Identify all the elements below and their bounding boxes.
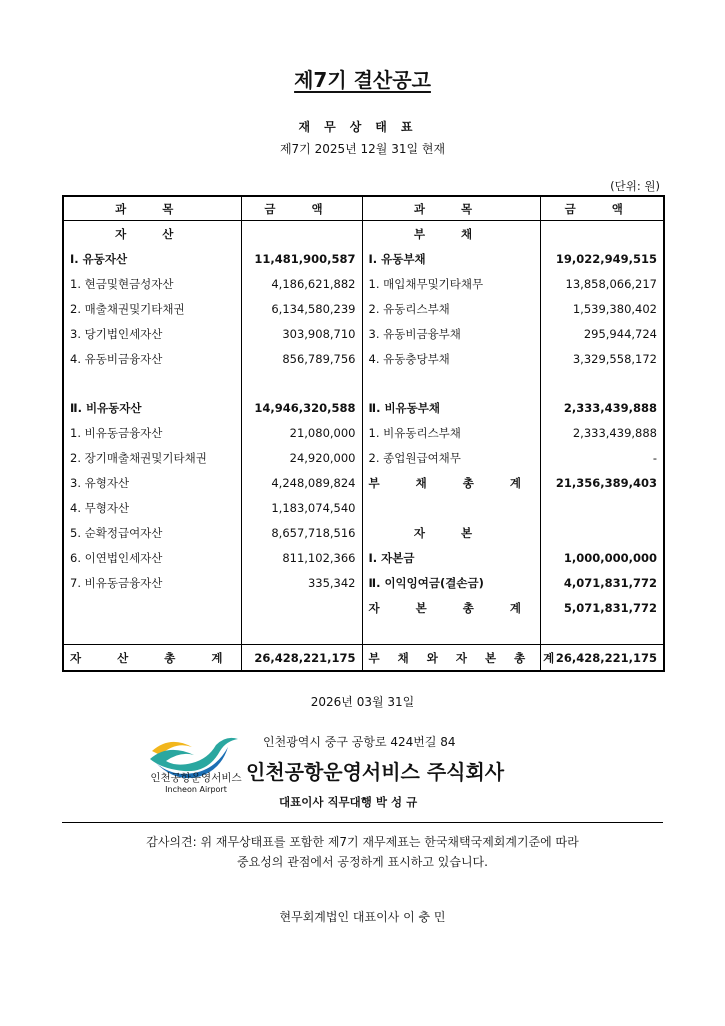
retained-earnings-label: Ⅱ. 이익잉여금(결손금) (362, 570, 540, 595)
total-equity-amount: 5,071,831,772 (540, 595, 664, 620)
current-liabilities-amount: 19,022,949,515 (540, 246, 664, 271)
company-name: 인천공항운영서비스 주식회사 (246, 760, 505, 784)
auditor-name: 현무회계법인 대표이사 이 충 민 (279, 910, 446, 924)
asset-item-label: 6. 이연법인세자산 (70, 550, 163, 565)
liability-item-amount: 13,858,066,217 (540, 271, 664, 296)
asset-item-amount: 24,920,000 (241, 445, 362, 470)
asset-item-amount: 811,102,366 (241, 545, 362, 570)
noncurrent-assets-amount: 14,946,320,588 (241, 395, 362, 420)
asset-item-label: 2. 매출채권및기타채권 (70, 301, 185, 316)
header-amount-right: 금 액 (540, 196, 664, 221)
total-assets-label: 자 산 총 계 (63, 645, 241, 672)
asset-item-label: 1. 현금및현금성자산 (70, 276, 174, 291)
asset-item-label: 3. 유형자산 (70, 475, 130, 490)
table-row (63, 221, 664, 247)
liability-item-amount: 295,944,724 (540, 321, 664, 346)
table-row (63, 346, 664, 371)
liability-item-label: 1. 비유동리스부채 (362, 420, 540, 445)
asset-item-amount: 4,186,621,882 (241, 271, 362, 296)
noncurrent-liabilities-label: Ⅱ. 비유동부채 (362, 395, 540, 420)
table-row (63, 570, 664, 595)
unit-label: (단위: 원) (610, 179, 660, 193)
total-liabilities-equity-label: 부 채 와 자 본 총 계 (362, 645, 540, 672)
header-amount-left: 금 액 (241, 196, 362, 221)
liability-item-label: 2. 유동리스부채 (362, 296, 540, 321)
liability-item-label: 2. 종업원급여채무 (362, 445, 540, 470)
liability-item-label: 1. 매입채무및기타채무 (362, 271, 540, 296)
table-row (63, 371, 664, 395)
header-item-right: 과 목 (362, 196, 540, 221)
table-row (63, 271, 664, 296)
asset-item-amount: 303,908,710 (241, 321, 362, 346)
balance-sheet-table (62, 195, 665, 672)
asset-section-label: 자 산 (115, 226, 190, 241)
asset-item-amount: 1,183,074,540 (241, 495, 362, 520)
table-row (63, 545, 664, 570)
table-row (63, 246, 664, 271)
company-address: 인천광역시 중구 공항로 424번길 84 (263, 735, 456, 749)
asset-item-label: 4. 무형자산 (70, 500, 130, 515)
liability-section-label: 부 채 (362, 221, 540, 247)
noncurrent-assets-label: Ⅱ. 비유동자산 (70, 400, 142, 415)
current-liabilities-label: Ⅰ. 유동부채 (362, 246, 540, 271)
asset-item-amount: 6,134,580,239 (241, 296, 362, 321)
header-item-left: 과 목 (63, 196, 241, 221)
capital-stock-label: Ⅰ. 자본금 (362, 545, 540, 570)
notice-title: 제7기 결산공고 (294, 68, 431, 92)
ceo-name: 대표이사 직무대행 박 성 규 (279, 795, 418, 809)
liability-item-amount: 2,333,439,888 (540, 420, 664, 445)
asset-item-amount: 335,342 (241, 570, 362, 595)
table-row (63, 420, 664, 445)
asset-item-label: 3. 당기법인세자산 (70, 326, 163, 341)
liability-item-amount: 1,539,380,402 (540, 296, 664, 321)
table-row (63, 620, 664, 645)
statement-title: 재무상태표 (298, 120, 427, 134)
current-assets-amount: 11,481,900,587 (241, 246, 362, 271)
notice-date: 2026년 03월 31일 (310, 695, 415, 709)
current-assets-label: Ⅰ. 유동자산 (70, 251, 128, 266)
asset-item-label: 7. 비유동금융자산 (70, 575, 163, 590)
table-row (63, 296, 664, 321)
table-row (63, 445, 664, 470)
liability-item-label: 3. 유동비금융부채 (362, 321, 540, 346)
table-header-row (63, 196, 664, 221)
table-row (63, 395, 664, 420)
liability-item-label: 4. 유동충당부채 (362, 346, 540, 371)
total-liabilities-amount: 21,356,389,403 (540, 470, 664, 495)
noncurrent-liabilities-amount: 2,333,439,888 (540, 395, 664, 420)
liability-item-amount: - (540, 445, 664, 470)
total-liabilities-equity-amount: 26,428,221,175 (540, 645, 664, 672)
equity-section-label: 자 본 (362, 520, 540, 545)
logo-name-english: Incheon Airport (165, 785, 227, 794)
table-row (63, 520, 664, 545)
asset-item-label: 5. 순확정급여자산 (70, 525, 163, 540)
table-row (63, 321, 664, 346)
asset-item-label: 2. 장기매출채권및기타채권 (70, 450, 207, 465)
statement-period: 제7기 2025년 12월 31일 현재 (279, 142, 446, 156)
table-row (63, 645, 664, 672)
asset-item-amount: 21,080,000 (241, 420, 362, 445)
asset-item-amount: 8,657,718,516 (241, 520, 362, 545)
logo-name-korean: 인천공항운영서비스 (150, 772, 242, 784)
liability-item-amount: 3,329,558,172 (540, 346, 664, 371)
table-row (63, 470, 664, 495)
asset-item-label: 4. 유동비금융자산 (70, 351, 163, 366)
asset-item-label: 1. 비유동금융자산 (70, 425, 163, 440)
asset-item-amount: 4,248,089,824 (241, 470, 362, 495)
divider (62, 822, 663, 823)
audit-opinion-line1: 감사의견: 위 재무상태표를 포함한 제7기 재무제표는 한국채택국제회계기준에 따라 (146, 835, 579, 849)
audit-opinion-line2: 중요성의 관점에서 공정하게 표시하고 있습니다. (237, 855, 488, 869)
total-assets-amount: 26,428,221,175 (241, 645, 362, 672)
table-row (63, 595, 664, 620)
asset-item-amount: 856,789,756 (241, 346, 362, 371)
retained-earnings-amount: 4,071,831,772 (540, 570, 664, 595)
capital-stock-amount: 1,000,000,000 (540, 545, 664, 570)
total-liabilities-label: 부 채 총 계 (362, 470, 540, 495)
table-row (63, 495, 664, 520)
total-equity-label: 자 본 총 계 (362, 595, 540, 620)
